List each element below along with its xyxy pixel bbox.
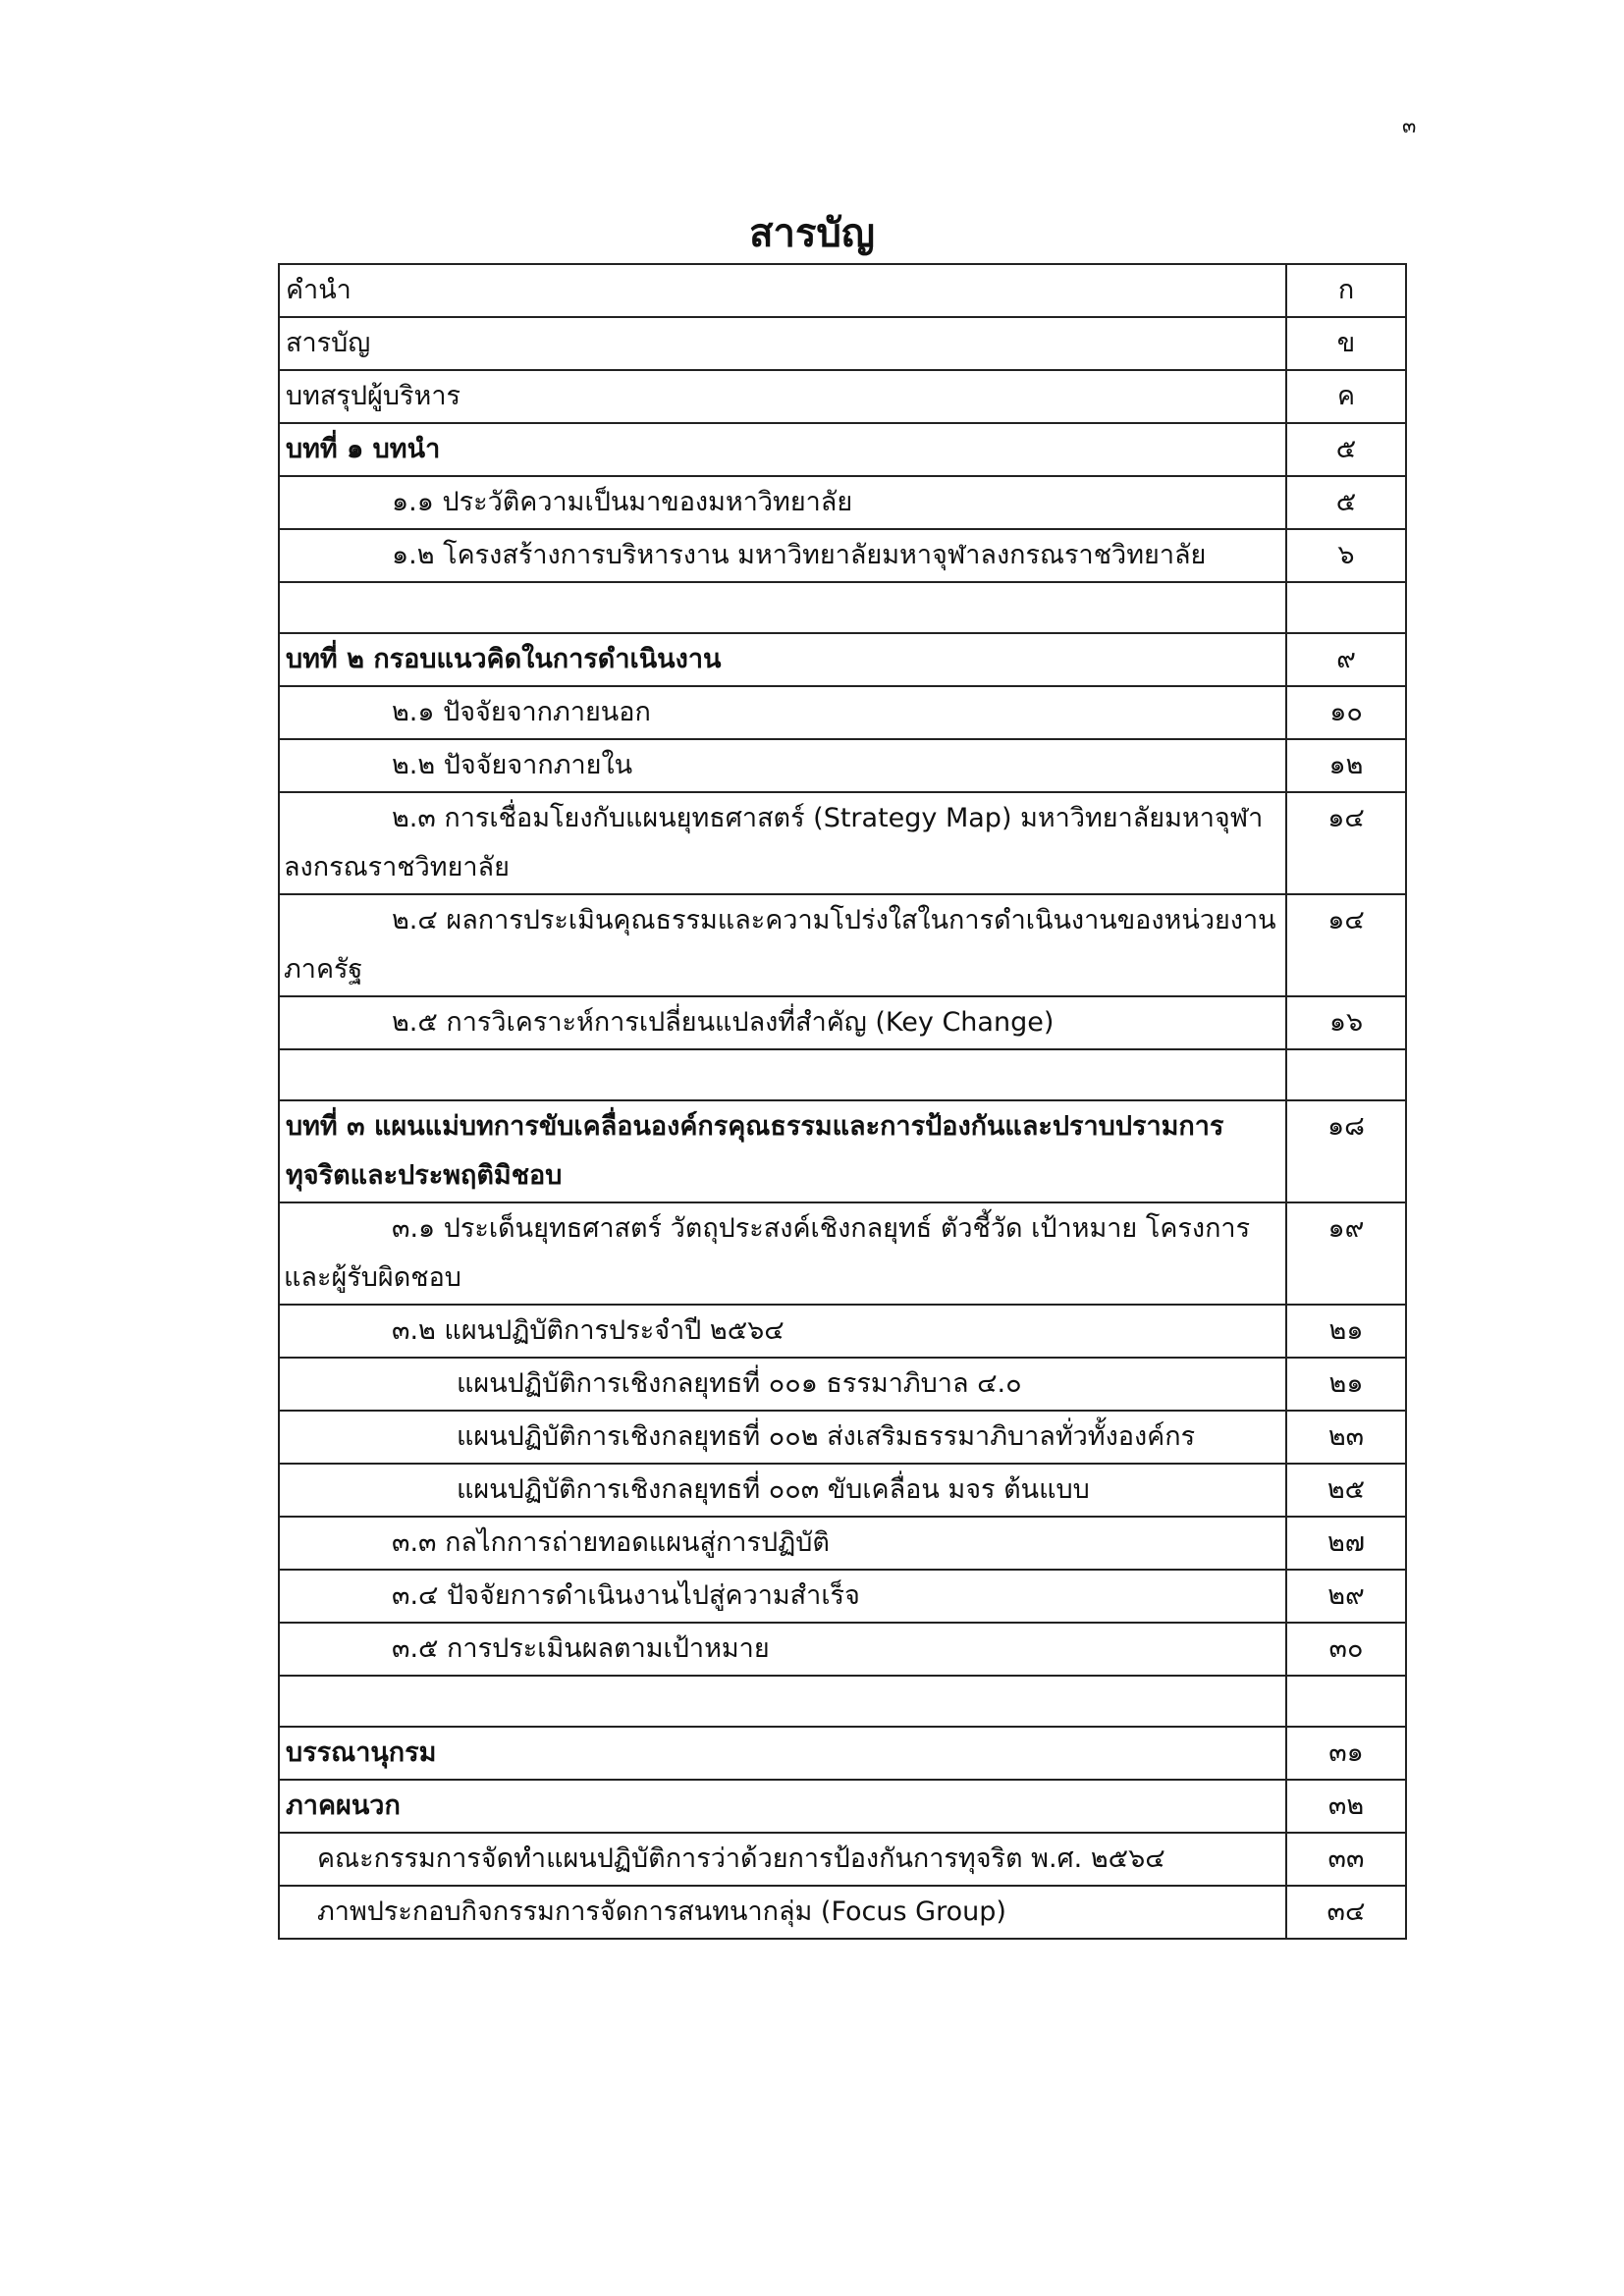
toc-chapter: บทที่ ๑ บทนำ (279, 423, 1286, 476)
toc-page: ๒๑ (1286, 1305, 1406, 1358)
toc-page: ๒๓ (1286, 1411, 1406, 1464)
toc-page: ค (1286, 370, 1406, 423)
toc-row (279, 996, 1406, 1049)
toc-row (279, 1305, 1406, 1358)
toc-row (279, 264, 1406, 317)
toc-entry: ๑.๑ ประวัติความเป็นมาของมหาวิทยาลัย (279, 476, 1286, 529)
toc-row (279, 633, 1406, 686)
toc-page: ๕ (1286, 476, 1406, 529)
page-number: ๓ (1402, 114, 1417, 137)
toc-page: ก (1286, 264, 1406, 317)
toc-row (279, 739, 1406, 792)
toc-row-empty (279, 582, 1406, 633)
toc-entry (279, 582, 1286, 633)
toc-row (279, 529, 1406, 582)
toc-entry: แผนปฏิบัติการเชิงกลยุทธที่ ๐๐๑ ธรรมาภิบาล ๔.๐ (279, 1358, 1286, 1411)
toc-entry: ๒.๒ ปัจจัยจากภายใน (279, 739, 1286, 792)
toc-page: ๑๙ (1286, 1202, 1406, 1305)
toc-row (279, 1623, 1406, 1676)
toc-page: ๖ (1286, 529, 1406, 582)
toc-page: ข (1286, 317, 1406, 370)
toc-chapter: บทที่ ๓ แผนแม่บทการขับเคลื่อนองค์กรคุณธรรมและการป้องกันและปราบปรามการทุจริตและประพฤติมิชอบ (279, 1100, 1286, 1202)
toc-chapter: บรรณานุกรม (279, 1727, 1286, 1780)
toc-page: ๓๐ (1286, 1623, 1406, 1676)
toc-entry: บทสรุปผู้บริหาร (279, 370, 1286, 423)
toc-row-empty (279, 1049, 1406, 1100)
toc-entry: ๓.๑ ประเด็นยุทธศาสตร์ วัตถุประสงค์เชิงกลยุทธ์ ตัวชี้วัด เป้าหมาย โครงการและผู้รับผิดชอบ (279, 1202, 1286, 1305)
toc-row (279, 476, 1406, 529)
toc-entry: คำนำ (279, 264, 1286, 317)
toc-chapter: ภาคผนวก (279, 1780, 1286, 1833)
toc-page: ๕ (1286, 423, 1406, 476)
toc-row (279, 317, 1406, 370)
toc-page: ๑๖ (1286, 996, 1406, 1049)
toc-page: ๒๕ (1286, 1464, 1406, 1517)
toc-row (279, 792, 1406, 894)
table-of-contents (278, 263, 1407, 1940)
toc-page: ๙ (1286, 633, 1406, 686)
toc-entry: ๓.๓ กลไกการถ่ายทอดแผนสู่การปฏิบัติ (279, 1517, 1286, 1570)
toc-row (279, 1517, 1406, 1570)
toc-row (279, 1886, 1406, 1939)
toc-page: ๓๒ (1286, 1780, 1406, 1833)
toc-page: ๑๔ (1286, 792, 1406, 894)
toc-page: ๓๔ (1286, 1886, 1406, 1939)
toc-row (279, 686, 1406, 739)
toc-entry: ๒.๑ ปัจจัยจากภายนอก (279, 686, 1286, 739)
toc-page: ๓๓ (1286, 1833, 1406, 1886)
toc-row (279, 1570, 1406, 1623)
toc-entry: ๓.๔ ปัจจัยการดำเนินงานไปสู่ความสำเร็จ (279, 1570, 1286, 1623)
toc-entry: ภาพประกอบกิจกรรมการจัดการสนทนากลุ่ม (Focus Group) (279, 1886, 1286, 1939)
toc-row-empty (279, 1676, 1406, 1727)
toc-row (279, 1358, 1406, 1411)
toc-entry: ๑.๒ โครงสร้างการบริหารงาน มหาวิทยาลัยมหาจุฬาลงกรณราชวิทยาลัย (279, 529, 1286, 582)
toc-page (1286, 582, 1406, 633)
toc-page: ๑๔ (1286, 894, 1406, 996)
toc-entry (279, 1676, 1286, 1727)
page-title: สารบัญ (749, 211, 875, 256)
toc-entry: ๒.๔ ผลการประเมินคุณธรรมและความโปร่งใสในการดำเนินงานของหน่วยงานภาครัฐ (279, 894, 1286, 996)
toc-page: ๑๒ (1286, 739, 1406, 792)
toc-page: ๒๑ (1286, 1358, 1406, 1411)
toc-page: ๒๗ (1286, 1517, 1406, 1570)
toc-entry (279, 1049, 1286, 1100)
toc-row (279, 1780, 1406, 1833)
toc-row (279, 1100, 1406, 1202)
toc-row (279, 1464, 1406, 1517)
toc-row (279, 1202, 1406, 1305)
toc-row (279, 894, 1406, 996)
toc-row (279, 1833, 1406, 1886)
toc-entry: ๓.๒ แผนปฏิบัติการประจำปี ๒๕๖๔ (279, 1305, 1286, 1358)
toc-page: ๑๘ (1286, 1100, 1406, 1202)
toc-chapter: บทที่ ๒ กรอบแนวคิดในการดำเนินงาน (279, 633, 1286, 686)
toc-entry: ๓.๕ การประเมินผลตามเป้าหมาย (279, 1623, 1286, 1676)
toc-row (279, 1411, 1406, 1464)
toc-entry: แผนปฏิบัติการเชิงกลยุทธที่ ๐๐๒ ส่งเสริมธรรมาภิบาลทั่วทั้งองค์กร (279, 1411, 1286, 1464)
toc-page (1286, 1676, 1406, 1727)
toc-page (1286, 1049, 1406, 1100)
toc-page: ๓๑ (1286, 1727, 1406, 1780)
toc-entry: คณะกรรมการจัดทำแผนปฏิบัติการว่าด้วยการป้องกันการทุจริต พ.ศ. ๒๕๖๔ (279, 1833, 1286, 1886)
toc-entry: ๒.๕ การวิเคราะห์การเปลี่ยนแปลงที่สำคัญ (Key Change) (279, 996, 1286, 1049)
toc-page: ๑๐ (1286, 686, 1406, 739)
toc-row (279, 423, 1406, 476)
toc-page: ๒๙ (1286, 1570, 1406, 1623)
toc-entry: สารบัญ (279, 317, 1286, 370)
toc-row (279, 370, 1406, 423)
toc-row (279, 1727, 1406, 1780)
toc-entry: ๒.๓ การเชื่อมโยงกับแผนยุทธศาสตร์ (Strategy Map) มหาวิทยาลัยมหาจุฬาลงกรณราชวิทยาลัย (279, 792, 1286, 894)
toc-entry: แผนปฏิบัติการเชิงกลยุทธที่ ๐๐๓ ขับเคลื่อน มจร ต้นแบบ (279, 1464, 1286, 1517)
